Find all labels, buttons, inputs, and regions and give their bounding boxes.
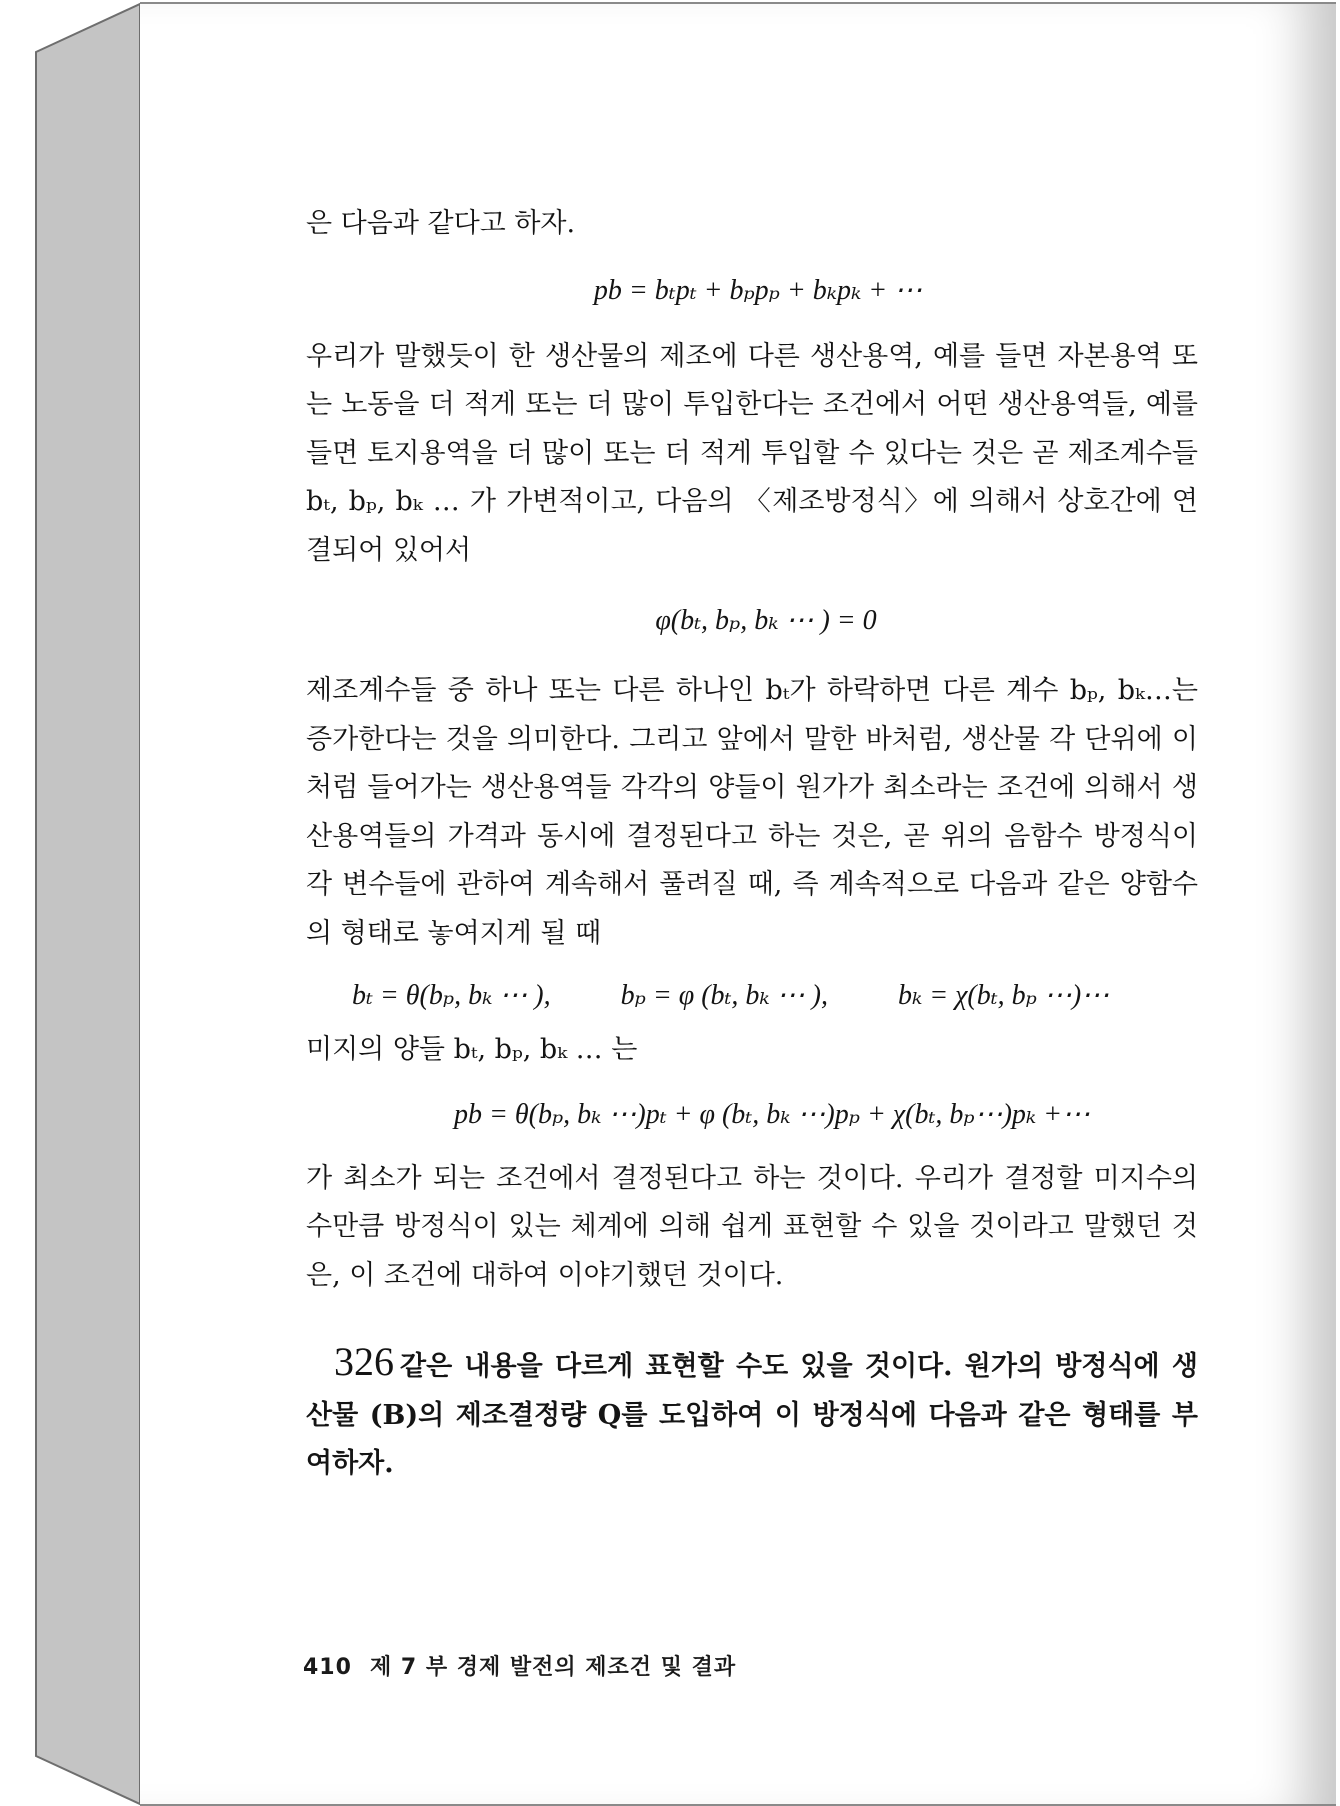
equation-bt: bₜ = θ(bₚ, bₖ ⋯ ), — [352, 980, 551, 1011]
equation-cost: pb = bₜpₜ + bₚpₚ + bₖpₖ + ⋯ — [593, 274, 923, 306]
equation-bp: bₚ = φ (bₜ, bₖ ⋯ ), — [620, 980, 828, 1011]
equation-cost-substituted: pb = θ(bₚ, bₖ ⋯)pₜ + φ (bₜ, bₖ ⋯)pₚ + χ(bₜ, bₚ⋯)pₖ +⋯ — [453, 1098, 1091, 1130]
equation-explicit-functions — [306, 976, 1198, 1016]
page-number: 410 — [303, 1655, 352, 1680]
equation-production: φ(bₜ, bₚ, bₖ ⋯ ) = 0 — [655, 605, 877, 636]
paragraph-3: 제조계수들 중 하나 또는 다른 하나인 bₜ가 하락하면 다른 계수 bₚ, bₖ…는 증가한다는 것을 의미한다. 그리고 앞에서 말한 바처럼, 생산물 각 단위에 이처럼 들어가는 생산용역들 각각의 양들이 원가가 최소라는 조건에 의해서 생산용역들의 가격과 동시에 결정된다고 하는 것은, 곧 위의 음함수 방정식이 각 변수들에 관하여 계속해서 풀려질 때, 즉 계속적으로 다음과 같은 양함수의 형태로 놓여지게 될 때 — [306, 675, 1198, 949]
equation-bk: bₖ = χ(bₜ, bₚ ⋯)⋯ — [897, 980, 1110, 1011]
paragraph-4: 미지의 양들 bₜ, bₚ, bₖ … 는 — [306, 1034, 638, 1065]
page-body — [306, 200, 1198, 1489]
page-footer — [303, 1650, 736, 1681]
paragraph-5: 가 최소가 되는 조건에서 결정된다고 하는 것이다. 우리가 결정할 미지수의 수만큼 방정식이 있는 체계에 의해 쉽게 표현할 수 있을 것이라고 말했던 것은, 이 조건에 대하여 이야기했던 것이다. — [306, 1162, 1198, 1291]
running-head: 제 7 부 경제 발전의 제조건 및 결과 — [369, 1655, 737, 1680]
paragraph-6-text: 같은 내용을 다르게 표현할 수도 있을 것이다. 원가의 방정식에 생산물 (B)의 제조결정량 Q를 도입하여 이 방정식에 다음과 같은 형태를 부여하자. — [306, 1351, 1198, 1479]
paragraph-1: 은 다음과 같다고 하자. — [306, 208, 576, 239]
paragraph-6 — [306, 1338, 1198, 1489]
section-number: 326 — [334, 1339, 394, 1384]
paragraph-2: 우리가 말했듯이 한 생산물의 제조에 다른 생산용역, 예를 들면 자본용역 또는 노동을 더 적게 또는 더 많이 투입한다는 조건에서 어떤 생산용역들, 예를 들면 토지용역을 더 많이 또는 더 적게 투입할 수 있다는 것은 곧 제조계수들 bₜ, bₚ, bₖ … 가 가변적이고, 다음의 〈제조방정식〉에 의해서 상호간에 연결되어 있어서 — [306, 340, 1198, 566]
